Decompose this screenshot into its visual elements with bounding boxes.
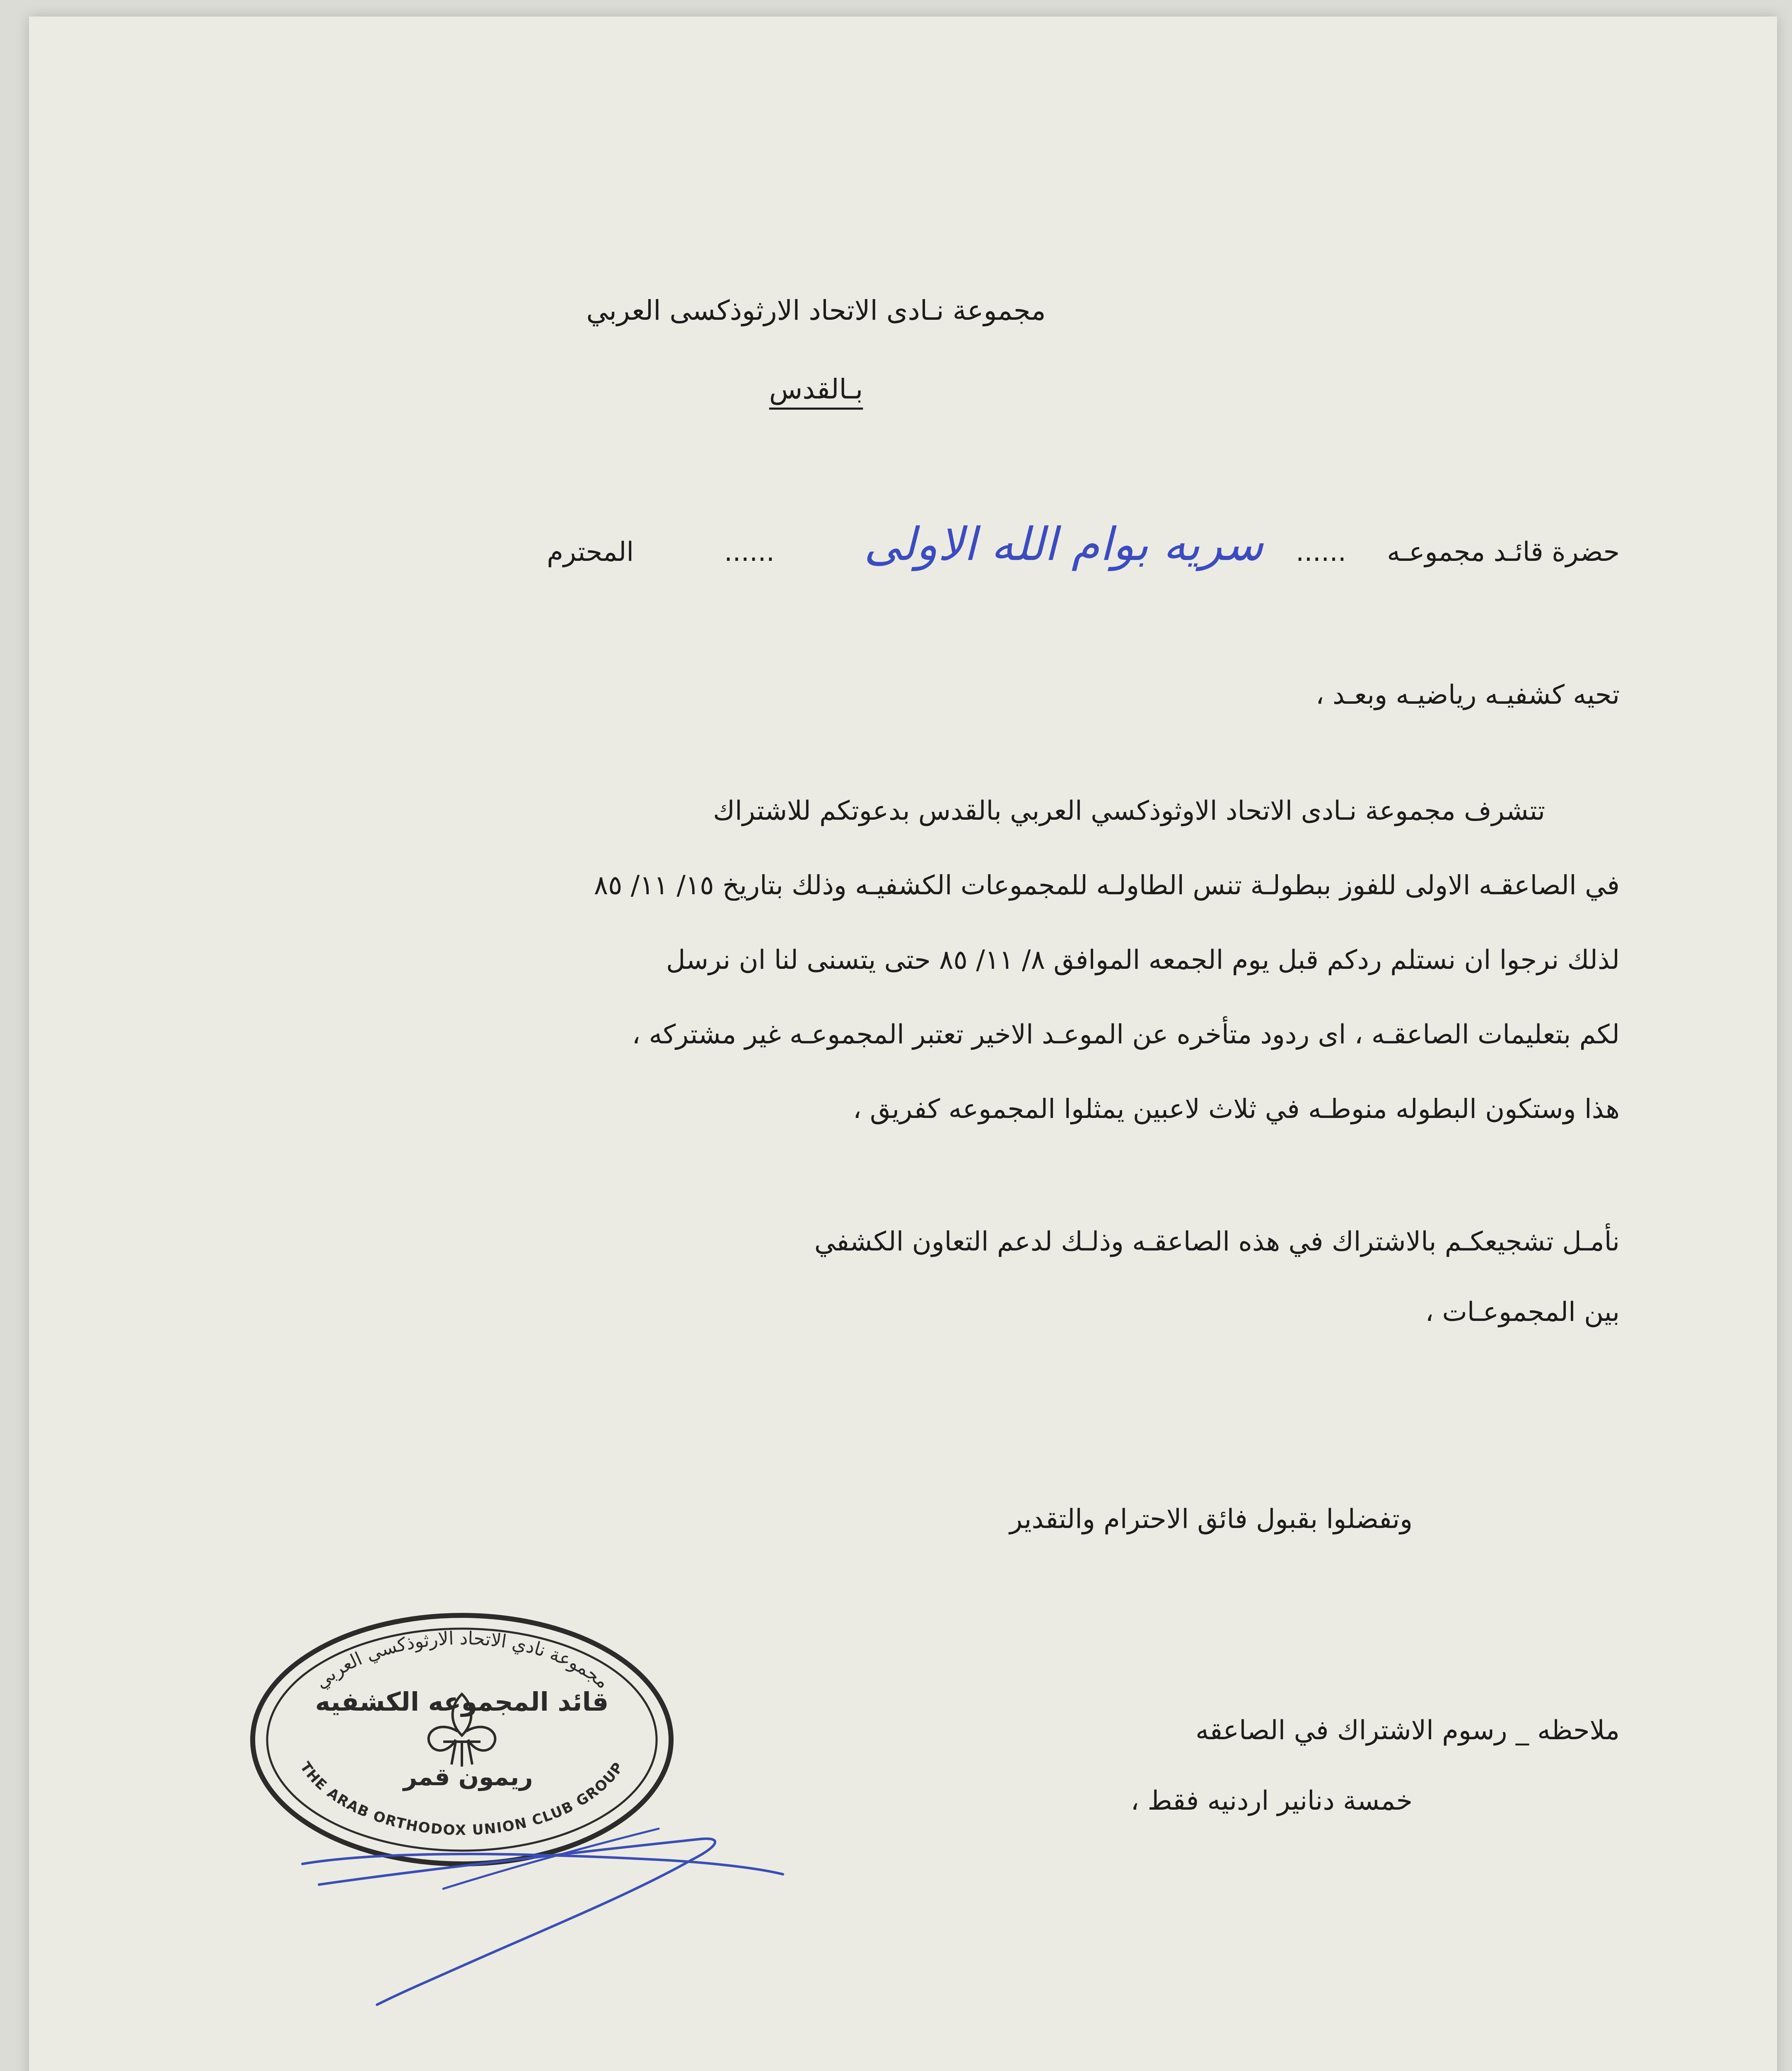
body-line-4: لكم بتعليمات الصاعقـه ، اى ردود متأخره عن الموعـد الاخير تعتبر المجموعـه غير مشتركه ،	[632, 1019, 1620, 1050]
addressee-suffix: المحترم	[547, 537, 634, 567]
addressee-dots-left: ......	[724, 537, 775, 567]
stamp-name: ريمون قمر	[403, 1763, 533, 1791]
hope-line-2: بين المجموعـات ،	[1425, 1297, 1620, 1328]
letterhead-city: بـالقدس	[769, 373, 863, 405]
body-line-2: في الصاعقـه الاولى للفوز ببطولـة تنس الطاولـه للمجموعات الكشفيـه وذلك بتاريخ ١٥/ ١١/ ٨٥	[594, 870, 1620, 901]
addressee-dots-right: ......	[1295, 537, 1346, 567]
body-line-3: لذلك نرجوا ان نستلم ردكم قبل يوم الجمعه الموافق ٨/ ١١/ ٨٥ حتى يتسنى لنا ان نرسل	[666, 945, 1620, 975]
letter-page	[29, 17, 1777, 2071]
stamp-title: قائد المجموعه الكشفيه	[315, 1687, 609, 1717]
greeting: تحيه كشفيـه رياضيـه وبعـد ،	[1316, 680, 1620, 710]
letterhead-organization: مجموعة نـادى الاتحاد الارثوذكسى العربي	[586, 294, 1046, 326]
note-line-2: خمسة دنانير اردنيه فقط ،	[1130, 1786, 1413, 1816]
signature	[294, 1789, 791, 2021]
note-line-1: ملاحظه _ رسوم الاشتراك في الصاعقه	[1195, 1715, 1620, 1746]
body-line-1: تتشرف مجموعة نـادى الاتحاد الاوثوذكسي العربي بالقدس بدعوتكم للاشتراك	[713, 796, 1545, 826]
hope-line-1: نأمـل تشجيعكـم بالاشتراك في هذه الصاعقـه وذلـك لدعم التعاون الكشفي	[814, 1226, 1620, 1257]
stamp-english: THE ARAB ORTHODOX UNION CLUB GROUP	[297, 1759, 627, 1839]
addressee-line	[29, 518, 1620, 601]
body-line-5: هذا وستكون البطوله منوطـه في ثلاث لاعبين يمثلوا المجموعه كفريق ،	[853, 1094, 1620, 1125]
addressee-handwritten-name: سريه بوام الله الاولى	[864, 518, 1263, 571]
closing: وتفضلوا بقبول فائق الاحترام والتقدير	[1010, 1504, 1413, 1535]
addressee-prefix: حضرة قائـد مجموعـه	[1387, 537, 1620, 567]
stamp-arc-text: مجموعة نادي الاتحاد الارثوذكسي العربي	[311, 1627, 613, 1693]
